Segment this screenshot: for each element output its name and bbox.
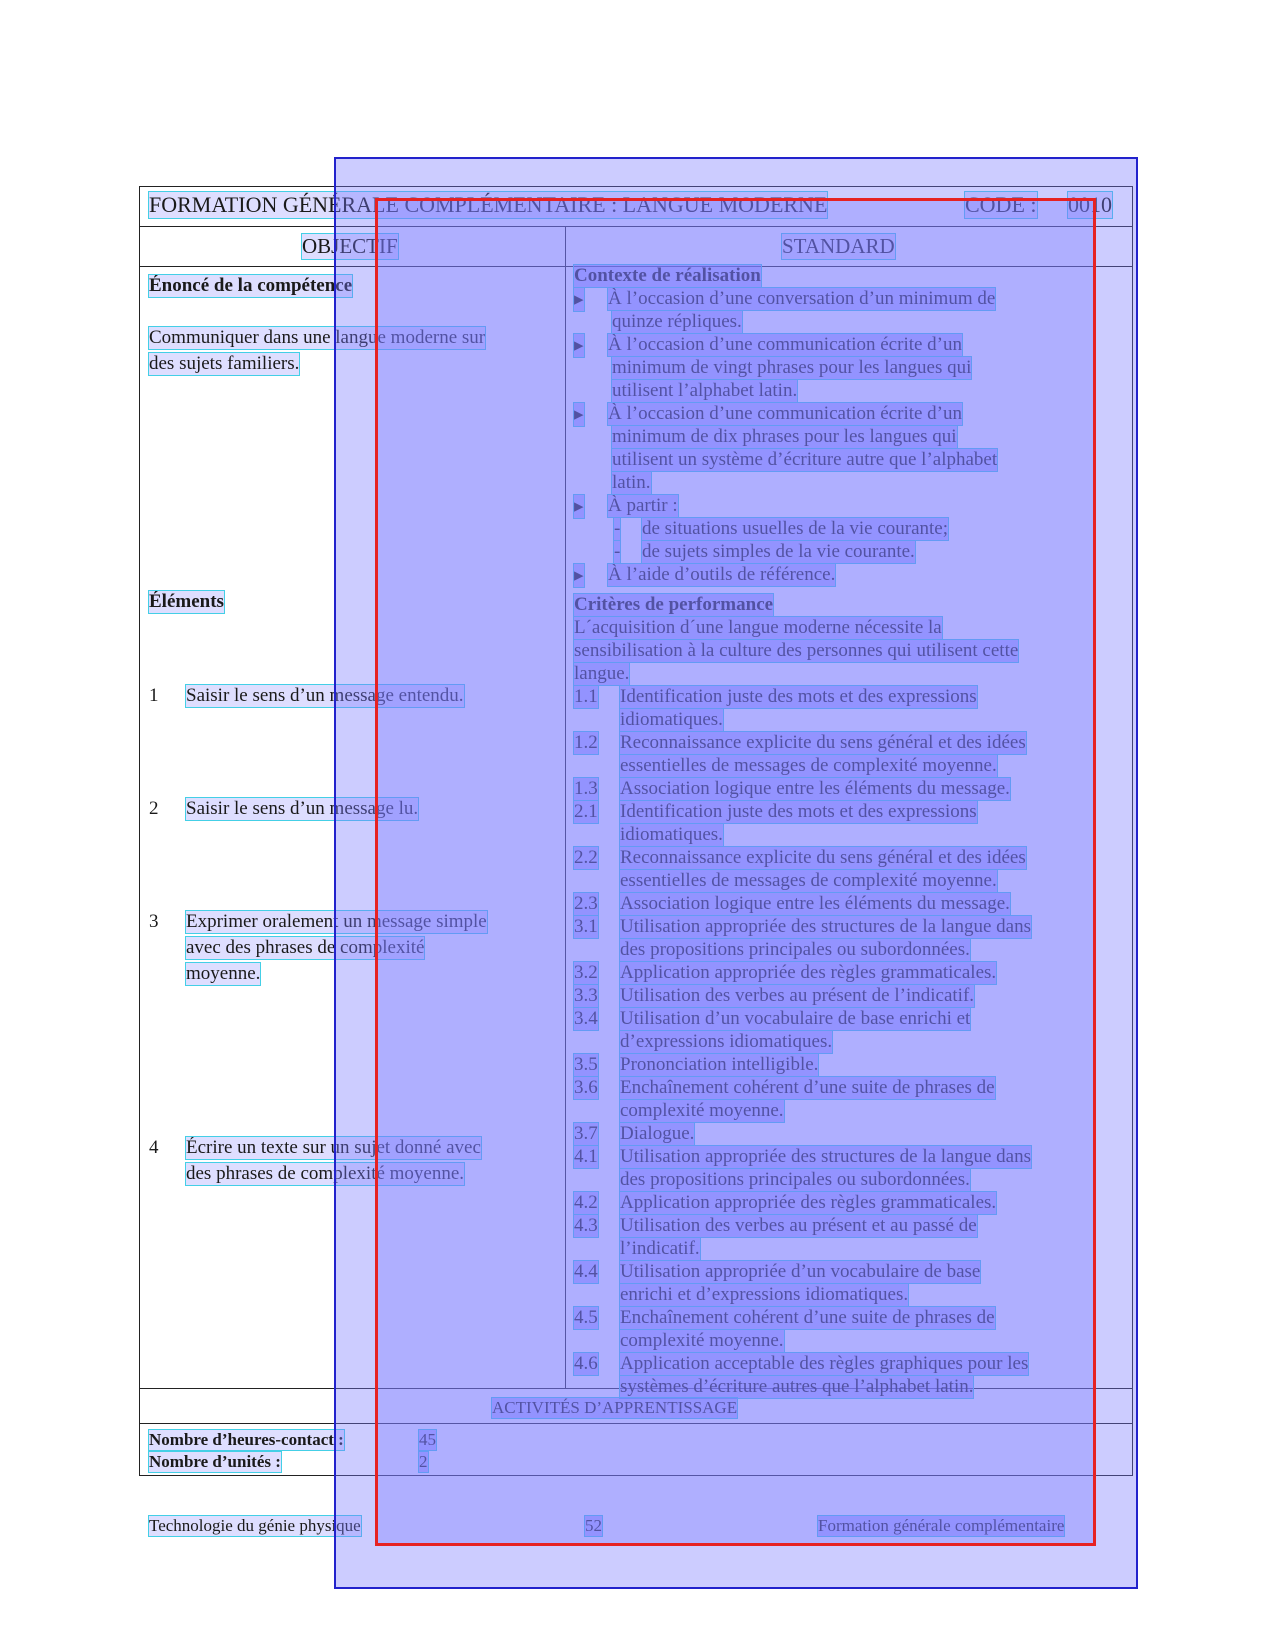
criterion-text: Utilisation des verbes au présent et au passé de [620, 1215, 977, 1236]
criterion-text: essentielles de messages de complexité moyenne. [620, 755, 997, 776]
dash-icon: - [614, 518, 621, 539]
criterion-text: Utilisation d’un vocabulaire de base enrichi et [620, 1008, 971, 1029]
criterion-text: l’indicatif. [620, 1238, 700, 1259]
criterion-text: complexité moyenne. [620, 1330, 784, 1351]
activities-heading: ACTIVITÉS D’APPRENTISSAGE [492, 1398, 738, 1417]
context-text: de sujets simples de la vie courante. [642, 541, 915, 562]
column-header-standard: STANDARD [782, 234, 895, 258]
element-text: des phrases de complexité moyenne. [186, 1163, 465, 1184]
bullet-icon: ▸ [574, 565, 584, 586]
context-text: latin. [612, 472, 651, 493]
element-text: moyenne. [186, 963, 261, 984]
criterion-text: Utilisation appropriée des structures de la langue dans [620, 916, 1032, 937]
column-header-objectif: OBJECTIF [302, 234, 398, 258]
annotation-box-red [375, 198, 1096, 1546]
units-value: 2 [419, 1452, 428, 1471]
criterion-text: Application appropriée des règles grammaticales. [620, 1192, 997, 1213]
criterion-text: Association logique entre les éléments du message. [620, 893, 1010, 914]
page-title: FORMATION GÉNÉRALE COMPLÉMENTAIRE : LANGUE MODERNE [149, 192, 828, 217]
criterion-text: Application appropriée des règles grammaticales. [620, 962, 997, 983]
code-value: 0010 [1068, 192, 1112, 217]
criteria-intro: L´acquisition d´une langue moderne nécessite la [574, 617, 942, 638]
criterion-text: Utilisation des verbes au présent de l’indicatif. [620, 985, 975, 1006]
criterion-text: essentielles de messages de complexité moyenne. [620, 870, 997, 891]
element-number: 3 [149, 911, 159, 932]
context-text: utilisent l’alphabet latin. [612, 380, 798, 401]
criterion-text: Association logique entre les éléments du message. [620, 778, 1010, 799]
context-text: À l’aide d’outils de référence. [608, 564, 836, 585]
criterion-number: 1.2 [574, 732, 598, 753]
criteres-heading: Critères de performance [574, 594, 774, 615]
context-text: À l’occasion d’une communication écrite d’un [608, 403, 963, 424]
criterion-text: systèmes d’écriture autres que l’alphabet latin. [620, 1376, 974, 1397]
criterion-text: Utilisation appropriée d’un vocabulaire de base [620, 1261, 981, 1282]
criterion-text: Dialogue. [620, 1123, 695, 1144]
criterion-text: Identification juste des mots et des expressions [620, 686, 977, 707]
criterion-text: des propositions principales ou subordonnées. [620, 1169, 970, 1190]
footer-section: Formation générale complémentaire [818, 1516, 1065, 1535]
element-number: 1 [149, 685, 159, 706]
criterion-number: 1.3 [574, 778, 598, 799]
enonce-text: des sujets familiers. [149, 353, 300, 374]
context-text: quinze répliques. [612, 311, 742, 332]
elements-heading: Éléments [149, 591, 224, 612]
criterion-number: 3.7 [574, 1123, 598, 1144]
hours-label: Nombre d’heures-contact : [149, 1430, 344, 1449]
criterion-text: d’expressions idiomatiques. [620, 1031, 833, 1052]
context-text: minimum de vingt phrases pour les langues qui [612, 357, 972, 378]
criterion-number: 3.4 [574, 1008, 598, 1029]
bullet-icon: ▸ [574, 335, 584, 356]
criterion-number: 4.3 [574, 1215, 598, 1236]
criteria-intro: langue. [574, 663, 630, 684]
criterion-number: 3.6 [574, 1077, 598, 1098]
context-text: À l’occasion d’une communication écrite d’un [608, 334, 963, 355]
context-text: À l’occasion d’une conversation d’un minimum de [608, 288, 996, 309]
element-text: Saisir le sens d’un message lu. [186, 798, 419, 819]
element-text: avec des phrases de complexité [186, 937, 425, 958]
criterion-number: 2.1 [574, 801, 598, 822]
bullet-icon: ▸ [574, 496, 584, 517]
criterion-text: idiomatiques. [620, 709, 723, 730]
criterion-text: enrichi et d’expressions idiomatiques. [620, 1284, 909, 1305]
criterion-number: 2.3 [574, 893, 598, 914]
criterion-text: Enchaînement cohérent d’une suite de phrases de [620, 1307, 995, 1328]
element-text: Écrire un texte sur un sujet donné avec [186, 1137, 481, 1158]
criterion-number: 4.4 [574, 1261, 598, 1282]
enonce-text: Communiquer dans une langue moderne sur [149, 327, 486, 348]
contexte-heading: Contexte de réalisation [574, 265, 761, 286]
criterion-number: 2.2 [574, 847, 598, 868]
criterion-text: Enchaînement cohérent d’une suite de phrases de [620, 1077, 995, 1098]
criterion-number: 4.1 [574, 1146, 598, 1167]
criterion-text: Identification juste des mots et des expressions [620, 801, 977, 822]
criterion-text: Application acceptable des règles graphiques pour les [620, 1353, 1029, 1374]
criterion-text: des propositions principales ou subordonnées. [620, 939, 970, 960]
criterion-text: idiomatiques. [620, 824, 723, 845]
criterion-number: 4.2 [574, 1192, 598, 1213]
criterion-number: 3.5 [574, 1054, 598, 1075]
page-number: 52 [585, 1516, 602, 1535]
code-label: CODE : [965, 192, 1037, 217]
criterion-number: 3.2 [574, 962, 598, 983]
element-number: 4 [149, 1137, 159, 1158]
dash-icon: - [614, 541, 621, 562]
criterion-text: Utilisation appropriée des structures de la langue dans [620, 1146, 1032, 1167]
criterion-number: 3.1 [574, 916, 598, 937]
bullet-icon: ▸ [574, 289, 584, 310]
criterion-text: Prononciation intelligible. [620, 1054, 819, 1075]
element-number: 2 [149, 798, 159, 819]
criteria-intro: sensibilisation à la culture des personnes qui utilisent cette [574, 640, 1019, 661]
hours-value: 45 [419, 1430, 436, 1449]
bullet-icon: ▸ [574, 404, 584, 425]
criterion-text: Reconnaissance explicite du sens général et des idées [620, 847, 1026, 868]
units-label: Nombre d’unités : [149, 1452, 281, 1471]
context-text: de situations usuelles de la vie courante; [642, 518, 949, 539]
criterion-number: 4.6 [574, 1353, 598, 1374]
criterion-number: 4.5 [574, 1307, 598, 1328]
footer-program: Technologie du génie physique [149, 1516, 361, 1535]
element-text: Exprimer oralement un message simple [186, 911, 487, 932]
criterion-text: complexité moyenne. [620, 1100, 784, 1121]
context-text: minimum de dix phrases pour les langues qui [612, 426, 957, 447]
criterion-number: 3.3 [574, 985, 598, 1006]
context-text: À partir : [608, 495, 678, 516]
criterion-text: Reconnaissance explicite du sens général et des idées [620, 732, 1026, 753]
element-text: Saisir le sens d’un message entendu. [186, 685, 464, 706]
context-text: utilisent un système d’écriture autre que l’alphabet [612, 449, 998, 470]
criterion-number: 1.1 [574, 686, 598, 707]
enonce-heading: Énoncé de la compétence [149, 275, 353, 296]
